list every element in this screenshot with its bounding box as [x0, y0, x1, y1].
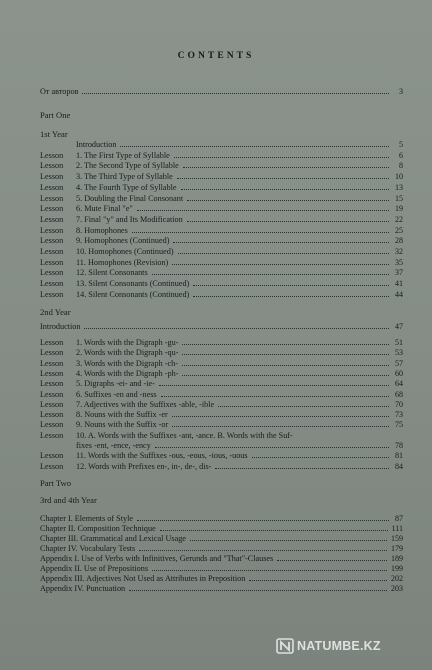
entry-title: 12. Words with Prefixes en-, in-, de-, dis- — [76, 461, 212, 471]
entry-title: Introduction — [76, 140, 117, 149]
entry-page: 51 — [395, 338, 403, 347]
entry-page: 53 — [395, 348, 403, 358]
entry-page: 84 — [395, 461, 403, 471]
entry-page: 60 — [395, 368, 403, 378]
toc-entry — [40, 202, 403, 213]
dot-leader — [277, 560, 387, 561]
dot-leader — [129, 590, 387, 591]
entry-title: Appendix IV. Punctuation — [40, 584, 126, 593]
entry-page: 73 — [395, 410, 403, 420]
entry-label: Lesson — [40, 172, 64, 182]
dot-leader — [161, 396, 389, 397]
entry-page: 35 — [395, 257, 403, 267]
entry-page: 10 — [395, 172, 403, 182]
dot-leader — [215, 468, 389, 469]
toc-entry — [40, 256, 403, 267]
entry-page: 19 — [395, 204, 403, 214]
dot-leader — [139, 550, 387, 551]
dot-leader — [181, 189, 389, 190]
entry-label: Lesson — [40, 204, 64, 214]
entry-page: 28 — [395, 236, 403, 246]
entry-title: 8. Homophones — [76, 225, 128, 235]
entry-title: 1. Words with the Digraph -gu- — [76, 338, 179, 347]
part-one-heading: Part One — [40, 110, 71, 120]
dot-leader — [172, 426, 389, 427]
dot-leader — [137, 210, 389, 211]
dot-leader — [193, 285, 389, 286]
entry-label: Lesson — [40, 368, 64, 378]
entry-label: Lesson — [40, 193, 64, 203]
watermark — [276, 638, 426, 654]
entry-page: 15 — [395, 193, 403, 203]
entry-label: Lesson — [40, 461, 64, 471]
entry-page: 64 — [395, 379, 403, 389]
entry-label: Lesson — [40, 182, 64, 192]
entry-label: Lesson — [40, 247, 64, 256]
entry-page: 111 — [391, 524, 403, 533]
entry-title: 3. Words with the Digraph -ch- — [76, 358, 178, 368]
dot-leader — [152, 570, 387, 571]
entry-page: 68 — [395, 389, 403, 399]
entry-title: fixes -ent, -ence, -ency — [76, 441, 151, 450]
entry-title: 9. Homophones (Continued) — [76, 236, 170, 246]
entry-label: Lesson — [40, 289, 64, 299]
entry-title: 3. The Third Type of Syllable — [76, 172, 173, 182]
toc-entry — [40, 213, 403, 224]
entry-page: 13 — [395, 182, 403, 192]
entry-title: 8. Nouns with the Suffix -er — [76, 410, 168, 420]
entry-page: 199 — [391, 564, 403, 573]
entry-title: 4. The Fourth Type of Syllable — [76, 182, 177, 192]
toc-entry — [40, 245, 403, 256]
entry-title: 7. Adjectives with the Suffixes -able, -ible — [76, 399, 215, 409]
entry-page: 70 — [395, 399, 403, 409]
entry-page: 87 — [395, 514, 403, 523]
watermark-logo-icon — [276, 638, 294, 654]
dot-leader — [187, 200, 389, 201]
toc-entry — [40, 582, 403, 593]
toc-front-entry — [40, 85, 403, 96]
dot-leader — [182, 354, 389, 355]
dot-leader — [182, 344, 389, 345]
entry-label: Lesson — [40, 338, 64, 347]
entry-page: 44 — [395, 289, 403, 299]
toc-entry — [40, 138, 403, 149]
entry-label: Lesson — [40, 279, 64, 289]
entry-title: 10. A. Words with the Suffixes -ant, -ance. B. Words with the Suf- — [76, 430, 293, 440]
dot-leader — [174, 157, 389, 158]
toc-entry — [40, 149, 403, 160]
entry-title: 13. Silent Consonants (Continued) — [76, 279, 190, 289]
entry-title: Chapter III. Grammatical and Lexical Usage — [40, 534, 186, 543]
entry-title: 2. Words with the Digraph -qu- — [76, 348, 179, 358]
entry-title: Chapter II. Composition Technique — [40, 524, 156, 533]
toc-entry — [40, 181, 403, 192]
entry-title: 10. Homophones (Continued) — [76, 247, 174, 256]
entry-title: Appendix II. Use of Prepositions — [40, 564, 149, 573]
entry-title: 11. Homophones (Revision) — [76, 257, 169, 267]
entry-title: 12. Silent Consonants — [76, 268, 148, 278]
toc-entry — [40, 170, 403, 181]
toc-entry — [40, 234, 403, 245]
toc-entry — [40, 266, 403, 277]
entry-title: Appendix I. Use of Verbs with Infinitives, Gerunds and "That"-Clauses — [40, 554, 274, 563]
contents-heading: CONTENTS — [177, 50, 255, 61]
entry-title: 9. Nouns with the Suffix -or — [76, 420, 169, 430]
entry-title: 6. Suffixes -en and -ness — [76, 389, 157, 399]
dot-leader — [172, 264, 389, 265]
entry-label: Lesson — [40, 268, 64, 278]
entry-label: Lesson — [40, 150, 64, 160]
year1-heading: 1st Year — [40, 129, 68, 139]
dot-leader — [132, 232, 389, 233]
dot-leader — [120, 146, 389, 147]
dot-leader — [177, 178, 389, 179]
entry-title: 4. Words with the Digraph -ph- — [76, 368, 179, 378]
entry-page: 81 — [395, 451, 403, 461]
entry-page: 32 — [395, 247, 403, 256]
dot-leader — [155, 447, 389, 448]
entry-label: Lesson — [40, 420, 64, 430]
entry-label: Lesson — [40, 257, 64, 267]
part-two-heading: Part Two — [40, 478, 71, 488]
entry-page: 25 — [395, 225, 403, 235]
toc-entry — [40, 224, 403, 235]
entry-page: 203 — [391, 584, 403, 593]
dot-leader — [218, 406, 389, 407]
dot-leader — [190, 540, 387, 541]
entry-label: Lesson — [40, 379, 64, 389]
toc-entry — [40, 192, 403, 203]
entry-page: 6 — [399, 150, 403, 160]
entry-title: От авторов — [40, 87, 79, 96]
entry-page: 202 — [391, 574, 403, 583]
entry-label: Lesson — [40, 348, 64, 358]
dot-leader — [173, 242, 389, 243]
entry-page: 75 — [395, 420, 403, 430]
dot-leader — [82, 93, 389, 94]
entry-label: Lesson — [40, 451, 64, 461]
dot-leader — [84, 328, 389, 329]
entry-page: 8 — [399, 161, 403, 171]
dot-leader — [187, 221, 389, 222]
entry-page: 57 — [395, 358, 403, 368]
entry-title: 11. Words with the Suffixes -ous, -eous, -ious, -uous — [76, 451, 248, 461]
entry-label: Lesson — [40, 161, 64, 171]
entry-title: 14. Silent Consonants (Continued) — [76, 289, 190, 299]
entry-title: 7. Final "y" and Its Modification — [76, 214, 183, 224]
entry-page: 22 — [395, 214, 403, 224]
dot-leader — [160, 530, 388, 531]
entry-label: Lesson — [40, 225, 64, 235]
entry-page: 159 — [391, 534, 403, 543]
entry-title: 2. The Second Type of Syllable — [76, 161, 179, 171]
entry-title: Chapter I. Elements of Style — [40, 514, 133, 523]
dot-leader — [182, 375, 389, 376]
dot-leader — [137, 520, 389, 521]
entry-page: 5 — [399, 140, 403, 149]
dot-leader — [172, 416, 389, 417]
entry-label: Lesson — [40, 410, 64, 420]
year34-heading: 3rd and 4th Year — [40, 495, 97, 505]
toc-entry — [40, 288, 403, 299]
dot-leader — [178, 253, 389, 254]
entry-label: Lesson — [40, 389, 64, 399]
entry-title: Appendix III. Adjectives Not Used as Attributes in Preposition — [40, 574, 246, 583]
entry-label: Lesson — [40, 399, 64, 409]
dot-leader — [183, 167, 389, 168]
entry-page: 189 — [391, 554, 403, 563]
dot-leader — [152, 274, 389, 275]
entry-label: Lesson — [40, 358, 64, 368]
entry-label: Lesson — [40, 214, 64, 224]
dot-leader — [252, 457, 389, 458]
entry-label: Lesson — [40, 236, 64, 246]
entry-page: 78 — [395, 441, 403, 450]
toc-entry — [40, 277, 403, 288]
entry-title: Chapter IV. Vocabulary Tests — [40, 544, 136, 553]
entry-page: 47 — [395, 322, 403, 331]
dot-leader — [159, 385, 389, 386]
entry-title: 5. Doubling the Final Consonant — [76, 193, 184, 203]
toc-entry — [40, 159, 403, 170]
entry-page: 41 — [395, 279, 403, 289]
entry-title: 5. Digraphs -ei- and -ie- — [76, 379, 155, 389]
dot-leader — [182, 365, 389, 366]
dot-leader — [249, 580, 387, 581]
toc-entry — [40, 460, 403, 471]
entry-label: Lesson — [40, 430, 64, 440]
watermark-text: NATUMBE.KZ — [297, 639, 381, 653]
entry-page: 37 — [395, 268, 403, 278]
year2-heading: 2nd Year — [40, 307, 71, 317]
entry-title: Introduction — [40, 322, 81, 331]
entry-title: 1. The First Type of Syllable — [76, 150, 170, 160]
entry-page: 179 — [391, 544, 403, 553]
dot-leader — [193, 296, 389, 297]
entry-page: 3 — [399, 87, 403, 96]
entry-title: 6. Mute Final "e" — [76, 204, 133, 214]
toc-entry — [40, 320, 403, 331]
